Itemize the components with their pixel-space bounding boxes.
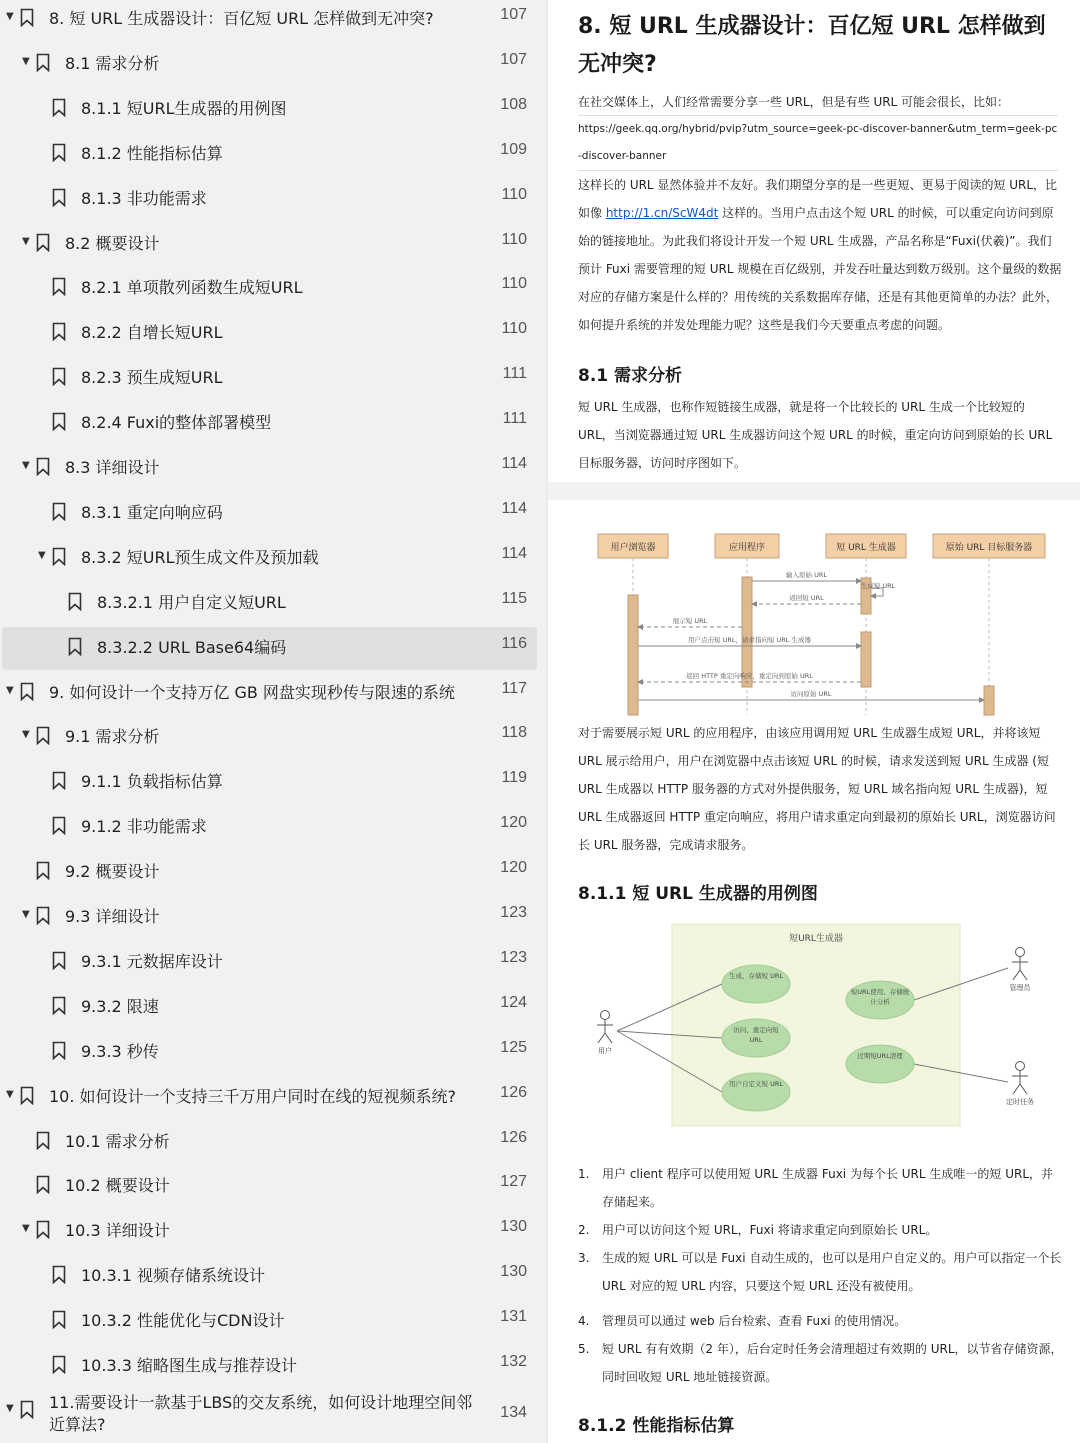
toc-item[interactable] xyxy=(2,1031,537,1074)
toc-item-title: 10.3.2 性能优化与CDN设计 xyxy=(81,1311,285,1331)
bookmark-icon xyxy=(52,1041,66,1060)
bookmark-icon xyxy=(52,771,66,790)
bookmark-icon xyxy=(52,996,66,1015)
toc-item-title: 11.需要设计一款基于LBS的交友系统，如何设计地理空间邻近算法? xyxy=(49,1392,473,1434)
use-case-label: 生成、存储短 URL xyxy=(729,972,783,980)
toc-item[interactable] xyxy=(2,716,537,759)
expand-toggle-icon[interactable]: ▼ xyxy=(6,1088,14,1100)
toc-item[interactable] xyxy=(2,806,537,849)
bookmark-icon xyxy=(36,1175,50,1194)
toc-item-page: 116 xyxy=(501,634,527,652)
section-8-1-heading: 8.1 需求分析 xyxy=(578,366,683,386)
p2-before: 这样长的 URL 显然体验并不友好。我们期望分享的是一些更短、更易于阅读的短 URL，比如像 xyxy=(578,178,1058,220)
use-case-label-box xyxy=(726,1025,786,1051)
section-8-1-2-heading: 8.1.2 性能指标估算 xyxy=(578,1416,735,1436)
actor-head xyxy=(1016,948,1025,957)
toc-item[interactable] xyxy=(2,312,537,355)
toc-item[interactable] xyxy=(2,357,537,400)
toc-item[interactable] xyxy=(2,672,537,715)
toc-item[interactable] xyxy=(2,1390,537,1433)
expand-toggle-icon[interactable]: ▼ xyxy=(22,1223,30,1235)
use-case-label: 短URL使用、存储统计分析 xyxy=(850,988,910,1006)
document-page xyxy=(548,0,1080,1443)
bookmark-icon xyxy=(20,1400,34,1419)
bookmark-icon xyxy=(52,143,66,162)
paragraph-3: 短 URL 生成器，也称作短链接生成器，就是将一个比较长的 URL 生成一个比较短的 URL，当浏览器通过短 URL 生成器访问这个短 URL 的时候，重定向访问到原始的长 URL 目标服务器，访问时序图如下。 xyxy=(578,400,1053,470)
toc-item[interactable] xyxy=(2,851,537,894)
toc-item-page: 130 xyxy=(500,1218,527,1236)
bookmark-icon xyxy=(36,726,50,745)
toc-item-page: 110 xyxy=(501,275,527,293)
list-number: 5. xyxy=(578,1342,590,1356)
toc-item-page: 120 xyxy=(500,859,527,877)
bookmark-icon xyxy=(52,98,66,117)
toc-item-page: 124 xyxy=(500,993,527,1011)
expand-toggle-icon[interactable]: ▼ xyxy=(22,729,30,741)
toc-item-page: 115 xyxy=(501,589,527,607)
toc-item[interactable] xyxy=(2,223,537,266)
toc-item[interactable] xyxy=(2,133,537,176)
message-label: 展示短 URL xyxy=(672,617,708,625)
toc-item[interactable] xyxy=(2,761,537,804)
toc-item-page: 120 xyxy=(500,814,527,832)
list-text: 用户 client 程序可以使用短 URL 生成器 Fuxi 为每个长 URL 生成唯一的短 URL，并存储起来。 xyxy=(602,1167,1053,1209)
toc-item-page: 132 xyxy=(500,1353,527,1370)
bookmark-icon xyxy=(52,951,66,970)
long-url: https://geek.qq.org/hybrid/pvip?utm_source=geek-pc-discover-banner&utm_term=geek-pc-discover-banner xyxy=(578,115,1058,171)
system-label: 短URL生成器 xyxy=(789,934,843,944)
actor-label: 用户浏览器 xyxy=(610,543,656,553)
toc-item-title: 8.2.1 单项散列函数生成短URL xyxy=(81,278,303,298)
bookmark-icon xyxy=(68,592,82,611)
toc-item[interactable] xyxy=(2,1345,537,1388)
toc-item-page: 118 xyxy=(501,724,527,742)
actor-label: 用户 xyxy=(598,1047,612,1055)
toc-item-title: 9.1.1 负载指标估算 xyxy=(81,772,223,792)
toc-item[interactable] xyxy=(2,1165,537,1208)
toc-item-title: 8.2 概要设计 xyxy=(65,233,160,253)
activation-bar xyxy=(984,686,994,715)
actor-body xyxy=(597,1020,613,1043)
actor-label: 定时任务 xyxy=(1006,1098,1034,1106)
bookmark-icon xyxy=(52,412,66,431)
bookmark-icon xyxy=(52,502,66,521)
toc-item-title: 9.3 详细设计 xyxy=(65,907,160,926)
toc-item-page: 111 xyxy=(502,365,527,383)
bookmark-icon xyxy=(20,682,34,701)
actor-figure-icon xyxy=(597,1011,613,1044)
section-8-1-1-heading: 8.1.1 短 URL 生成器的用例图 xyxy=(578,884,818,904)
toc-item-title: 10.1 需求分析 xyxy=(65,1131,170,1151)
bookmark-icon xyxy=(52,1355,66,1374)
toc-item-page: 117 xyxy=(501,679,527,697)
actor-head xyxy=(601,1011,610,1020)
toc-item-title: 9.1 需求分析 xyxy=(65,727,160,747)
toc-item-page: 126 xyxy=(500,1083,527,1101)
expand-toggle-icon[interactable]: ▼ xyxy=(22,460,30,471)
expand-toggle-icon[interactable]: ▼ xyxy=(6,1402,14,1414)
bookmark-icon xyxy=(68,637,82,656)
actor-label: 应用程序 xyxy=(728,543,766,553)
use-case-label-box xyxy=(726,971,786,997)
toc-item-page: 108 xyxy=(500,95,527,113)
toc-item-title: 10.3.1 视频存储系统设计 xyxy=(81,1266,265,1286)
toc-item-page: 114 xyxy=(501,455,527,472)
toc-item[interactable] xyxy=(2,941,537,984)
toc-item[interactable] xyxy=(2,1255,537,1298)
message-label: 返回短 URL xyxy=(789,594,824,602)
list-item xyxy=(578,1216,1063,1244)
toc-item[interactable] xyxy=(2,492,537,535)
list-number: 3. xyxy=(578,1251,590,1265)
toc-item-title: 8.1.3 非功能需求 xyxy=(81,188,207,208)
bookmark-icon xyxy=(36,906,50,925)
toc-item-title: 8.2.3 预生成短URL xyxy=(81,368,223,388)
toc-item-page: 130 xyxy=(500,1263,527,1281)
actor-body xyxy=(1012,957,1028,980)
use-case-label-box xyxy=(850,1051,910,1077)
bookmark-icon xyxy=(52,1265,66,1284)
bookmark-icon xyxy=(52,816,66,835)
toc-item-page: 119 xyxy=(501,769,527,787)
toc-item-title: 8.3.2 短URL预生成文件及预加载 xyxy=(81,547,319,567)
list-number: 4. xyxy=(578,1314,590,1328)
bookmark-icon xyxy=(52,322,66,341)
list-number: 1. xyxy=(578,1167,590,1181)
toc-item-title: 10.2 概要设计 xyxy=(65,1176,170,1196)
list-text: 管理员可以通过 web 后台检索、查看 Fuxi 的使用情况。 xyxy=(602,1314,907,1328)
toc-item[interactable] xyxy=(2,986,537,1029)
bookmark-icon xyxy=(36,457,50,476)
toc-item-title: 8.1.2 性能指标估算 xyxy=(81,143,223,163)
toc-item-page: 107 xyxy=(500,50,527,68)
actor-head xyxy=(1016,1062,1025,1071)
toc-item[interactable] xyxy=(2,896,537,939)
paragraph-4: 对于需要展示短 URL 的应用程序，由该应用调用短 URL 生成器生成短 URL，并将该短 URL 展示给用户，用户在浏览器中点击该短 URL 的时候，请求发送到短 URL 生成器 (短 URL 生成器以 HTTP 服务器的方式对外提供服务，短 URL 域名指向短 URL 生成器)，短 URL 生成器返回 HTTP 重定向响应，将用户请求重定向到最初的原始长 URL，浏览器访问长 URL 服务器，完成请求服务。 xyxy=(578,726,1056,852)
expand-toggle-icon[interactable]: ▼ xyxy=(38,549,46,561)
toc-item-page: 110 xyxy=(501,185,527,203)
bookmark-icon xyxy=(20,1086,34,1105)
actor-figure-icon xyxy=(1012,948,1028,981)
short-url-link[interactable]: http://1.cn/ScW4dt xyxy=(605,206,719,220)
bookmark-icon xyxy=(52,547,66,566)
message-label: 访问原始 URL xyxy=(790,690,832,698)
toc-item-title: 8.3.1 重定向响应码 xyxy=(81,502,223,522)
bookmark-icon xyxy=(36,1131,50,1150)
actor-figure-icon xyxy=(1012,1062,1028,1095)
bookmark-icon xyxy=(52,188,66,207)
intro-paragraph: 在社交媒体上，人们经常需要分享一些 URL，但是有些 URL 可能会很长，比如： xyxy=(578,95,1010,109)
toc-item[interactable] xyxy=(2,402,537,445)
toc-item-page: 125 xyxy=(500,1038,527,1056)
toc-item-title: 10. 如何设计一个支持三千万用户同时在线的短视频系统? xyxy=(49,1086,457,1106)
toc-item[interactable] xyxy=(2,0,537,41)
toc-item-title: 8.1 需求分析 xyxy=(65,53,160,73)
activation-bar xyxy=(628,595,638,715)
p2-after: 这样的。当用户点击这个短 URL 的时候，可以重定向访问到原始的链接地址。为此我们将设计开发一个短 URL 生成器，产品名称是“Fuxi(伏羲)”。我们预计 Fuxi 需要管理的短 URL 规模在百亿级别，并发吞吐量达到数万级别。这个量级的数据对应的存储方案是什么样的？用传统的关系数据库存储，还是有其他更简单的办法？此外，如何提升系统的并发处理能力呢？这些是我们今天要重点考虑的问题。 xyxy=(578,206,1062,332)
use-case-label-box xyxy=(726,1079,786,1105)
list-item xyxy=(578,1335,1063,1391)
bookmark-icon xyxy=(20,8,34,27)
message-label: 返回 HTTP 重定向响应，重定向到原始 URL xyxy=(686,672,813,680)
toc-item-page: 126 xyxy=(500,1128,527,1146)
activation-bar xyxy=(861,632,871,687)
toc-item-page: 131 xyxy=(500,1308,527,1326)
toc-item-title: 8.3 详细设计 xyxy=(65,458,160,477)
toc-item-page: 110 xyxy=(501,320,527,338)
bookmark-icon xyxy=(36,1220,50,1239)
list-text: 用户可以访问这个短 URL，Fuxi 将请求重定向到原始长 URL。 xyxy=(602,1223,938,1237)
actor-label: 管理员 xyxy=(1009,984,1031,992)
toc-item-page: 123 xyxy=(500,948,527,966)
toc-item-title: 9.3.2 限速 xyxy=(81,996,159,1016)
toc-item[interactable] xyxy=(2,267,537,310)
message-label: 输入原始 URL xyxy=(786,571,827,579)
toc-item-title: 10.3.3 缩略图生成与推荐设计 xyxy=(81,1356,297,1375)
toc-item-page: 134 xyxy=(500,1403,527,1421)
toc-item[interactable] xyxy=(2,178,537,221)
toc-item[interactable] xyxy=(2,447,537,490)
toc-item-title: 8.3.2.1 用户自定义短URL xyxy=(97,592,286,612)
paragraph-2 xyxy=(578,171,1063,339)
toc-item[interactable] xyxy=(2,1210,537,1253)
actor-label: 短 URL 生成器 xyxy=(836,543,896,553)
page-title: 8. 短 URL 生成器设计：百亿短 URL 怎样做到无冲突? xyxy=(578,14,1046,77)
message-label: 用户点击短 URL，请求指向短 URL 生成器 xyxy=(688,636,811,644)
toc-item[interactable] xyxy=(2,627,537,670)
toc-item-page: 123 xyxy=(500,904,527,921)
list-item xyxy=(578,1244,1063,1300)
toc-item-title: 9.2 概要设计 xyxy=(65,862,160,882)
list-number: 2. xyxy=(578,1223,590,1237)
actor-label: 原始 URL 目标服务器 xyxy=(945,543,1033,553)
list-item xyxy=(578,1160,1063,1216)
expand-toggle-icon[interactable]: ▼ xyxy=(6,11,14,22)
toc-item-title: 9. 如何设计一个支持万亿 GB 网盘实现秒传与限速的系统 xyxy=(49,682,455,702)
use-case-label-box xyxy=(850,987,910,1013)
toc-item-title: 9.3.3 秒传 xyxy=(81,1041,159,1061)
activation-bar xyxy=(742,577,752,687)
toc-item[interactable] xyxy=(2,582,537,625)
list-text: 短 URL 有有效期（2 年），后台定时任务会清理超过有效期的 URL，以节省存储资源，同时回收短 URL 地址链接资源。 xyxy=(602,1342,1063,1384)
expand-toggle-icon[interactable]: ▼ xyxy=(22,55,30,67)
toc-item-page: 127 xyxy=(500,1173,527,1191)
bookmark-icon xyxy=(52,277,66,296)
toc-item[interactable] xyxy=(2,88,537,131)
toc-item-page: 110 xyxy=(501,230,527,248)
expand-toggle-icon[interactable]: ▼ xyxy=(6,684,14,696)
use-case-diagram xyxy=(548,918,1080,1138)
toc-item-page: 107 xyxy=(500,6,527,23)
toc-item-title: 8.3.2.2 URL Base64编码 xyxy=(97,637,287,657)
toc-item[interactable] xyxy=(2,1300,537,1343)
use-case-label: 用户自定义短 URL xyxy=(729,1080,783,1088)
toc-item-page: 114 xyxy=(501,544,527,562)
page-gap xyxy=(548,482,1080,500)
expand-toggle-icon[interactable]: ▼ xyxy=(22,235,30,247)
list-item xyxy=(578,1307,1063,1335)
expand-toggle-icon[interactable]: ▼ xyxy=(22,909,30,920)
toc-item-title: 9.1.2 非功能需求 xyxy=(81,817,207,837)
sequence-diagram xyxy=(548,510,1080,720)
toc-item-title: 10.3 详细设计 xyxy=(65,1221,170,1241)
toc-item-title: 8.2.2 自增长短URL xyxy=(81,323,223,343)
list-text: 生成的短 URL 可以是 Fuxi 自动生成的，也可以是用户自定义的。用户可以指定一个长 URL 对应的短 URL 内容，只要这个短 URL 还没有被使用。 xyxy=(602,1251,1062,1293)
bookmark-icon xyxy=(52,1310,66,1329)
actor-body xyxy=(1012,1071,1028,1094)
bookmark-icon xyxy=(36,861,50,880)
toc-item-page: 114 xyxy=(501,499,527,517)
use-case-label: 访问、重定向短 URL xyxy=(733,1026,779,1044)
toc-item[interactable] xyxy=(2,1076,537,1119)
toc-item[interactable] xyxy=(2,1121,537,1164)
toc-item[interactable] xyxy=(2,537,537,580)
system-boundary xyxy=(672,924,960,1126)
toc-item-title: 8.1.1 短URL生成器的用例图 xyxy=(81,98,287,118)
toc-item-page: 109 xyxy=(500,140,527,158)
toc-item-title: 8.2.4 Fuxi的整体部署模型 xyxy=(81,413,272,433)
toc-item[interactable] xyxy=(2,43,537,86)
toc-item-title: 9.3.1 元数据库设计 xyxy=(81,951,223,971)
toc-item-title: 8. 短 URL 生成器设计：百亿短 URL 怎样做到无冲突? xyxy=(49,9,434,28)
bookmark-icon xyxy=(36,233,50,252)
message-label: 生成短 URL xyxy=(860,582,896,590)
use-case-label: 过期短URL清理 xyxy=(857,1052,903,1060)
bookmark-icon xyxy=(36,53,50,72)
bookmark-icon xyxy=(52,367,66,386)
toc-item-page: 111 xyxy=(502,410,527,428)
